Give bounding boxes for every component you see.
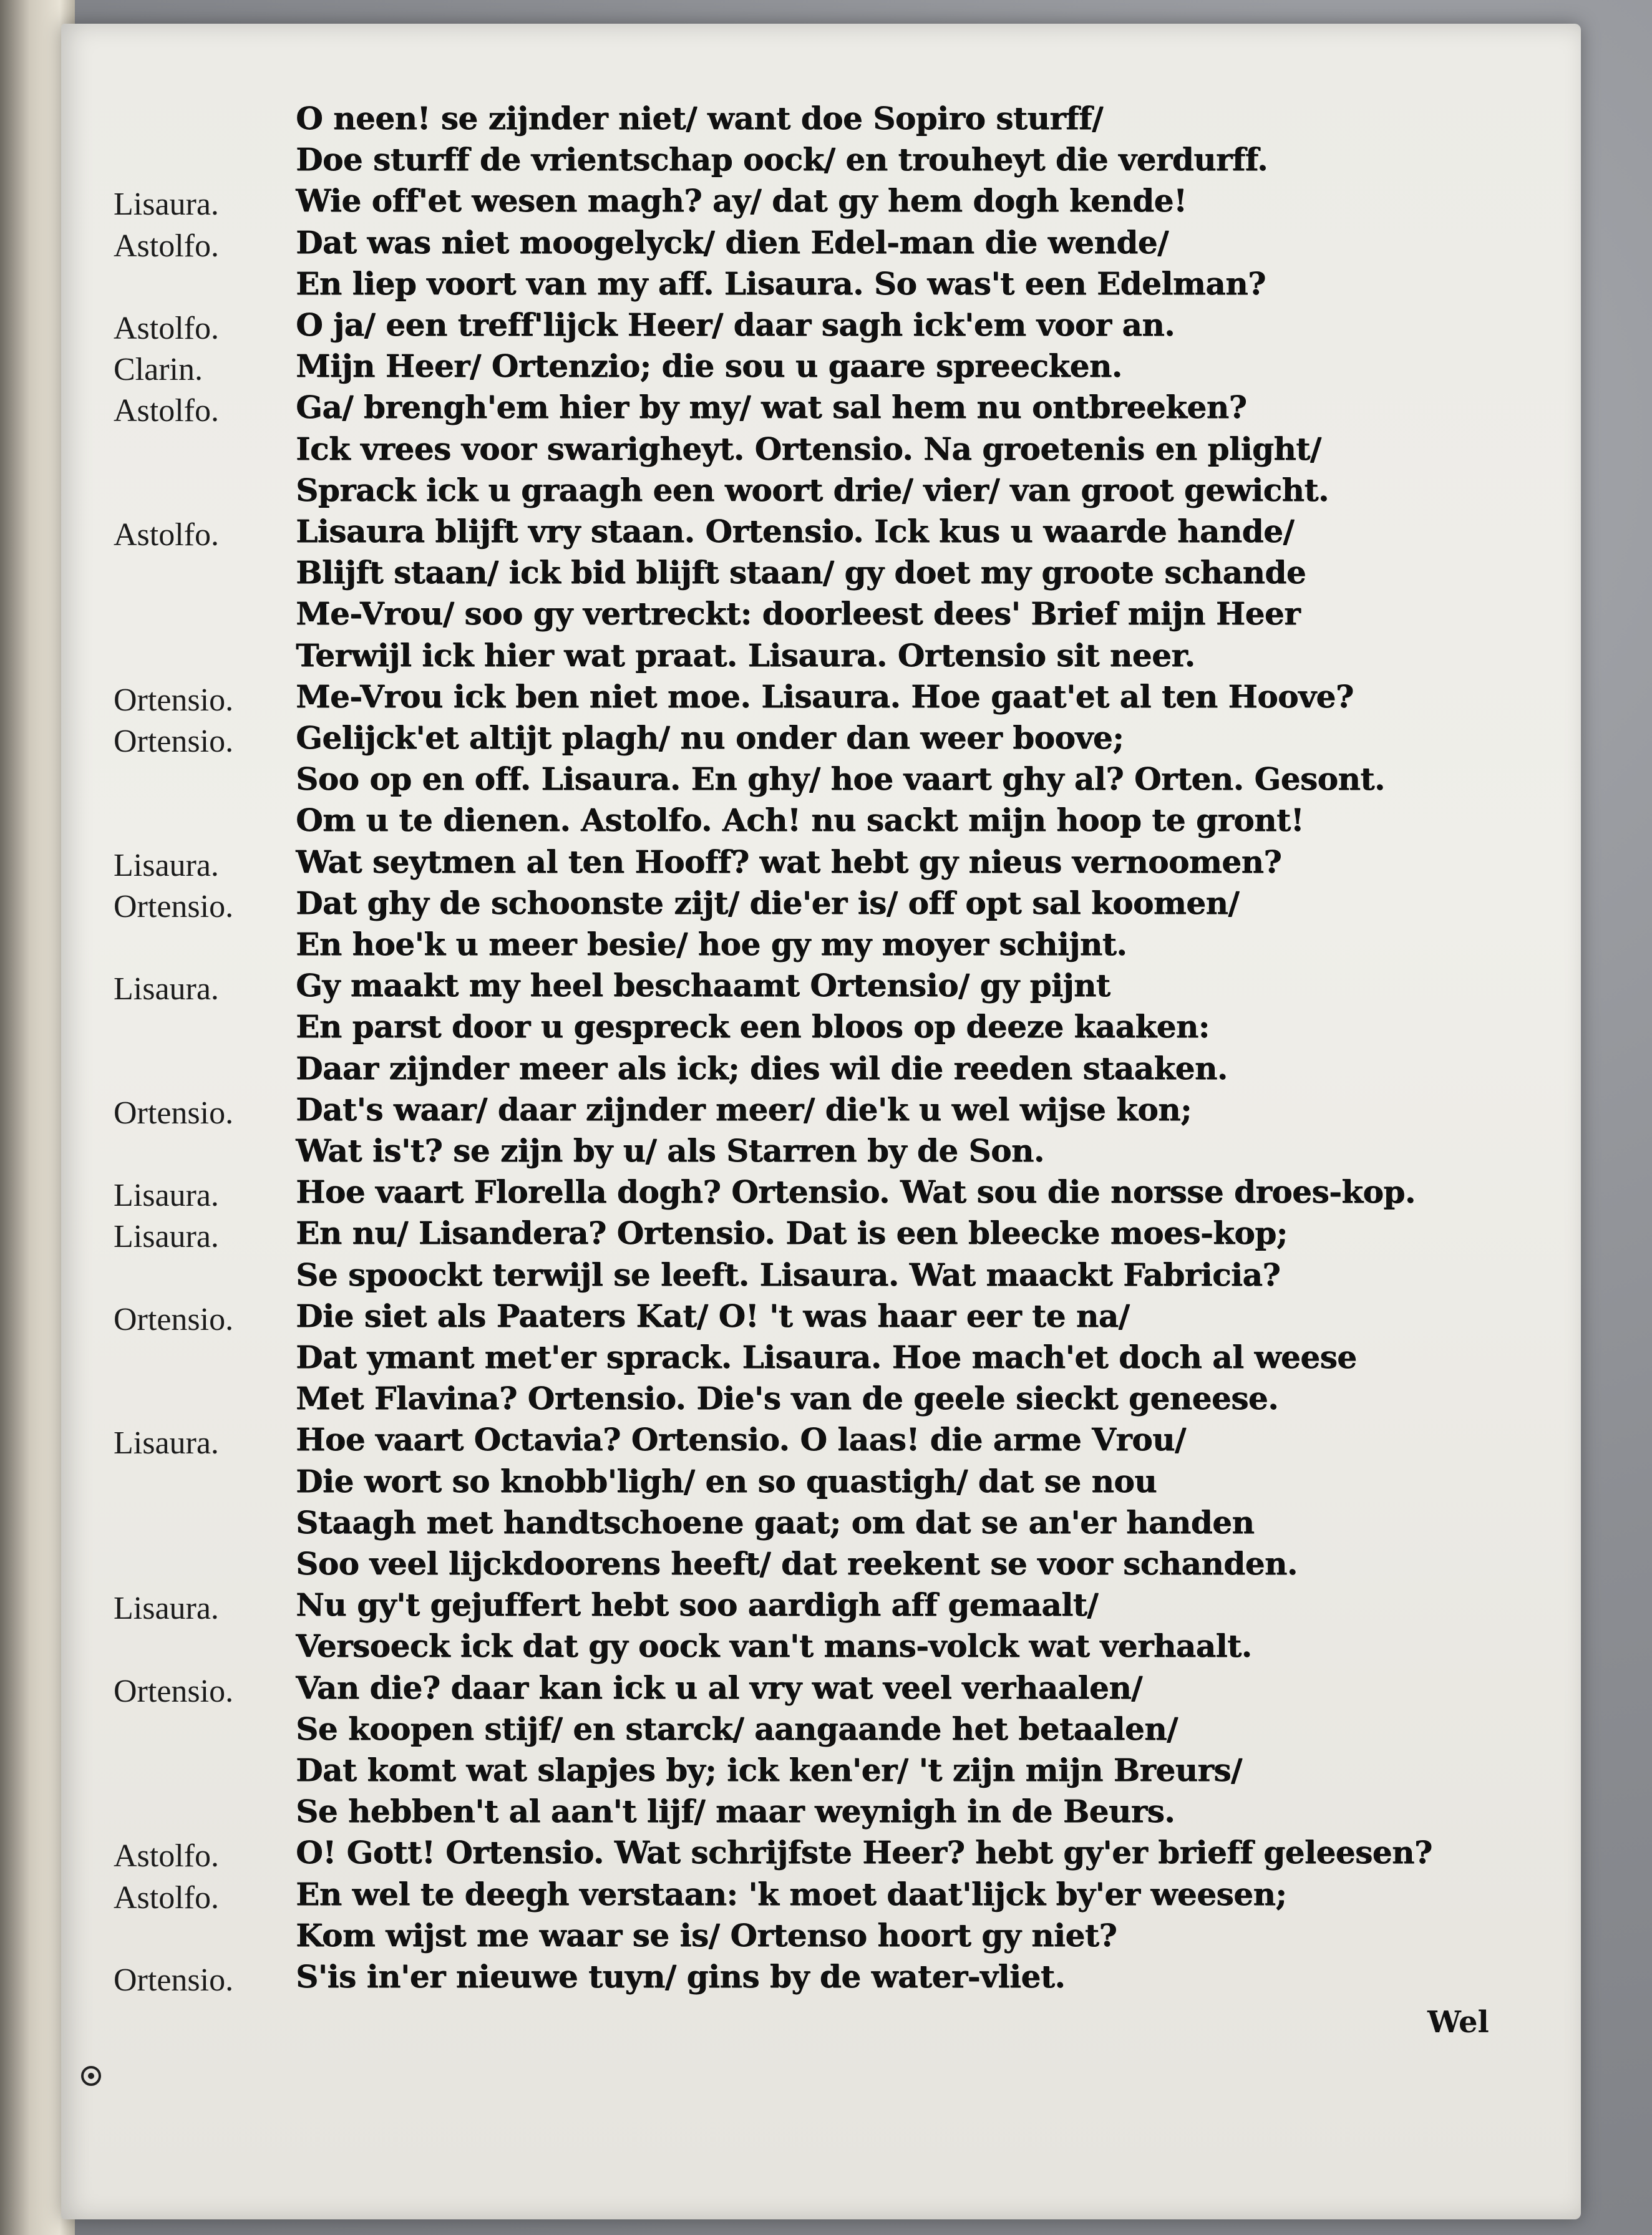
verse-text: Blijft staan/ ick bid blijft staan/ gy doet my groote schande (296, 554, 1306, 591)
verse-line (61, 595, 1581, 638)
verse-text: Wat is't? se zijn by u/ als Starren by de Son. (296, 1132, 1044, 1169)
verse-text: Mijn Heer/ Ortenzio; die sou u gaare spreecken. (296, 347, 1122, 385)
verse-line (61, 472, 1581, 514)
speaker-name: Lisaura. (114, 971, 219, 1007)
speaker-name: Astolfo. (114, 311, 219, 346)
verse-text: O ja/ een treff'lijck Heer/ daar sagh ick'em voor an. (296, 306, 1175, 343)
speaker-name: Lisaura. (114, 187, 219, 223)
verse-line (61, 843, 1581, 886)
verse-text: Wat seytmen al ten Hooff? wat hebt gy nieus vernoomen? (296, 843, 1282, 880)
verse-line (61, 719, 1581, 762)
speaker-name: Ortensio. (114, 888, 234, 924)
verse-line (61, 265, 1581, 308)
verse-text: Se hebben't al aan't lijf/ maar weynigh in de Beurs. (296, 1793, 1175, 1830)
verse-text: Die wort so knobb'ligh/ en so quastigh/ dat se nou (296, 1462, 1157, 1500)
verse-line (61, 1627, 1581, 1670)
verse-line (61, 1339, 1581, 1381)
book-page (61, 24, 1581, 2219)
verse-text: Ga/ brengh'em hier by my/ wat sal hem nu ontbreeken? (296, 389, 1247, 426)
verse-text: Terwijl ick hier wat praat. Lisaura. Ortensio sit neer. (296, 636, 1195, 674)
verse-text: Nu gy't gejuffert hebt soo aardigh aff gemaalt/ (296, 1586, 1099, 1624)
verse-text: Wie off'et wesen magh? ay/ dat gy hem dogh kende! (296, 182, 1187, 220)
verse-line (61, 513, 1581, 555)
speaker-name: Astolfo. (114, 393, 219, 429)
speaker-name: Ortensio. (114, 1095, 234, 1131)
verse-text: S'is in'er nieuwe tuyn/ gins by de water-vliet. (296, 1958, 1066, 1995)
speaker-name: Ortensio. (114, 1301, 234, 1337)
verse-text: Hoe vaart Octavia? Ortensio. O laas! die arme Vrou/ (296, 1421, 1186, 1458)
verse-text: En parst door u gespreck een bloos op deeze kaaken: (296, 1008, 1210, 1045)
verse-text: Se spoockt terwijl se leeft. Lisaura. Wat maackt Fabricia? (296, 1256, 1281, 1293)
verse-line (61, 1710, 1581, 1753)
verse-text: Gy maakt my heel beschaamt Ortensio/ gy pijnt (296, 967, 1110, 1004)
verse-text: Me-Vrou ick ben niet moe. Lisaura. Hoe gaat'et al ten Hoove? (296, 677, 1354, 715)
verse-line (61, 430, 1581, 473)
verse-line (61, 885, 1581, 927)
verse-line (61, 1669, 1581, 1712)
verse-text: O neen! se zijnder niet/ want doe Sopiro sturff/ (296, 100, 1103, 137)
verse-text: O! Gott! Ortensio. Wat schrijfste Heer? hebt gy'er brieff geleesen? (296, 1834, 1432, 1871)
verse-line (61, 1008, 1581, 1050)
verse-line (61, 1421, 1581, 1463)
verse-text: Kom wijst me waar se is/ Ortenso hoort gy niet? (296, 1916, 1117, 1954)
verse-text: En wel te deegh verstaan: 'k moet daat'lijck by'er weesen; (296, 1875, 1287, 1913)
verse-text: Dat was niet moogelyck/ dien Edel-man die wende/ (296, 223, 1169, 261)
verse-line (61, 389, 1581, 431)
verse-text: Se koopen stijf/ en starck/ aangaande het betaalen/ (296, 1710, 1178, 1747)
verse-text: Dat ymant met'er sprack. Lisaura. Hoe mach'et doch al weese (296, 1339, 1357, 1375)
speaker-name: Ortensio. (114, 682, 234, 718)
verse-text: Sprack ick u graagh een woort drie/ vier/ van groot gewicht. (296, 471, 1329, 508)
speaker-name: Lisaura. (114, 1591, 219, 1627)
speaker-name: Astolfo. (114, 1879, 219, 1916)
verse-text: En nu/ Lisandera? Ortensio. Dat is een bleecke moes-kop; (296, 1214, 1288, 1252)
verse-line (61, 1504, 1581, 1546)
speaker-name: Lisaura. (114, 1425, 219, 1462)
verse-line (61, 1463, 1581, 1505)
speaker-name: Lisaura. (114, 847, 219, 883)
verse-line (61, 182, 1581, 225)
verse-text: Gelijck'et altijt plagh/ nu onder dan weer boove; (296, 719, 1124, 756)
speaker-name: Clarin. (114, 352, 203, 388)
catchword: Wel (1427, 2005, 1489, 2040)
verse-line (61, 1545, 1581, 1588)
verse-text: Met Flavina? Ortensio. Die's van de geele sieckt geneese. (296, 1380, 1279, 1417)
verse-text: Soo veel lijckdoorens heeft/ dat reekent se voor schanden. (296, 1545, 1298, 1582)
verse-line (61, 1834, 1581, 1876)
verse-line (61, 1793, 1581, 1835)
verse-line (61, 1297, 1581, 1340)
verse-line (61, 926, 1581, 968)
speaker-name: Ortensio. (114, 1673, 234, 1709)
speaker-name: Ortensio. (114, 724, 234, 759)
verse-text: Ick vrees voor swarigheyt. Ortensio. Na groetenis en plight/ (296, 430, 1321, 467)
verse-line (61, 554, 1581, 596)
verse-line (61, 141, 1581, 183)
verse-line (61, 760, 1581, 803)
speaker-name: Astolfo. (114, 1838, 219, 1874)
verse-line (61, 802, 1581, 844)
verse-line (61, 1091, 1581, 1133)
verse-line (61, 306, 1581, 349)
play-text (61, 24, 1581, 2219)
verse-line (61, 1917, 1581, 1959)
verse-line (61, 967, 1581, 1009)
verse-text: Van die? daar kan ick u al vry wat veel verhaalen/ (296, 1669, 1142, 1706)
speaker-name: Astolfo. (114, 228, 219, 264)
verse-text: Die siet als Paaters Kat/ O! 't was haar eer te na/ (296, 1297, 1130, 1334)
verse-text: Staagh met handtschoene gaat; om dat se an'er handen (296, 1503, 1255, 1541)
verse-text: Dat ghy de schoonste zijt/ die'er is/ off opt sal koomen/ (296, 884, 1240, 921)
verse-line (61, 1173, 1581, 1216)
verse-text: Versoeck ick dat gy oock van't mans-volck wat verhaalt. (296, 1627, 1252, 1665)
verse-text: En liep voort van my aff. Lisaura. So was't een Edelman? (296, 264, 1266, 302)
verse-text: Soo op en off. Lisaura. En ghy/ hoe vaart ghy al? Orten. Gesont. (296, 760, 1385, 798)
verse-line (61, 100, 1581, 142)
speaker-name: Ortensio. (114, 1962, 234, 1998)
verse-line (61, 678, 1581, 720)
speaker-name: Lisaura. (114, 1219, 219, 1255)
verse-line (61, 637, 1581, 679)
verse-line (61, 224, 1581, 266)
speaker-name: Lisaura. (114, 1178, 219, 1214)
verse-line (61, 1256, 1581, 1299)
verse-text: En hoe'k u meer besie/ hoe gy my moyer schijnt. (296, 926, 1127, 962)
verse-text: Me-Vrou/ soo gy vertreckt: doorleest dees' Brief mijn Heer (296, 595, 1300, 633)
verse-text: Dat's waar/ daar zijnder meer/ die'k u wel wijse kon; (296, 1090, 1192, 1128)
verse-text: Doe sturff de vrientschap oock/ en trouheyt die verdurff. (296, 141, 1268, 178)
verse-line (61, 1132, 1581, 1175)
verse-line (61, 1876, 1581, 1918)
verse-line (61, 1214, 1581, 1257)
verse-text: Lisaura blijft vry staan. Ortensio. Ick kus u waarde hande/ (296, 513, 1295, 550)
verse-line (61, 1958, 1581, 2000)
verse-line (61, 1380, 1581, 1422)
verse-text: Hoe vaart Florella dogh? Ortensio. Wat sou die norsse droes-kop. (296, 1173, 1416, 1211)
verse-line (61, 347, 1581, 390)
verse-text: Dat komt wat slapjes by; ick ken'er/ 't zijn mijn Breurs/ (296, 1752, 1242, 1788)
verse-line (61, 1752, 1581, 1794)
speaker-name: Astolfo. (114, 517, 219, 553)
verse-text: Daar zijnder meer als ick; dies wil die reeden staaken. (296, 1049, 1228, 1087)
verse-line (61, 1050, 1581, 1092)
verse-text: Om u te dienen. Astolfo. Ach! nu sackt mijn hoop te gront! (296, 802, 1304, 839)
verse-line (61, 1586, 1581, 1629)
